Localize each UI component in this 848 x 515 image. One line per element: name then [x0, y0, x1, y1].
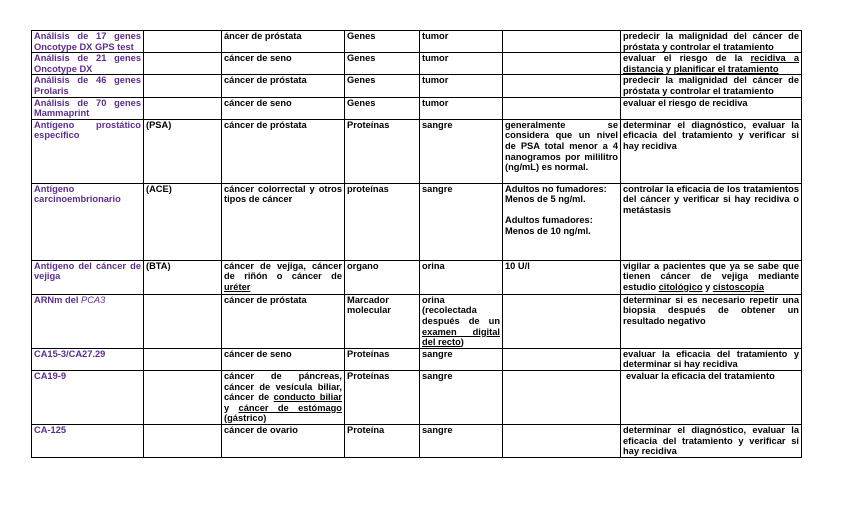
cancer-type: áncer de próstata: [222, 31, 345, 53]
sample-type: sangre: [420, 424, 503, 457]
clinical-use: vigilar a pacientes que ya se sabe que tienen cáncer de vejiga mediante estudio citológico y cistoscopia: [621, 260, 802, 294]
table-row: [32, 183, 802, 260]
clinical-use: evaluar el riesgo de recidiva: [621, 97, 802, 119]
normal-value: [503, 75, 621, 97]
normal-value: [503, 424, 621, 457]
cancer-type: cáncer de vejiga, cáncer de riñón o cáncer de uréter: [222, 260, 345, 294]
link-cistoscopia[interactable]: cistoscopia: [712, 281, 765, 292]
marker-name: CA15-3/CA27.29: [32, 348, 144, 370]
normal-value: generalmente se considera que un nivel de PSA total menor a 4 nanogramos por mililitro (ng/mL) es normal.: [503, 119, 621, 183]
marker-name: Análisis de 46 genes Prolaris: [32, 75, 144, 97]
marker-type: organo: [345, 260, 420, 294]
sample-type: tumor: [420, 53, 503, 75]
marker-abbr: (ACE): [144, 183, 222, 260]
clinical-use: predecir la malignidad del cáncer de próstata y controlar el tratamiento: [621, 75, 802, 97]
table-row: [32, 348, 802, 370]
table-row: [32, 53, 802, 75]
marker-name: Antígeno carcinoembrionario: [32, 183, 144, 260]
marker-abbr: [144, 53, 222, 75]
marker-abbr: (PSA): [144, 119, 222, 183]
marker-type: Genes: [345, 31, 420, 53]
sample-type: tumor: [420, 31, 503, 53]
normal-value: [503, 53, 621, 75]
table-row: [32, 75, 802, 97]
table-row: [32, 294, 802, 348]
marker-name: CA19-9: [32, 370, 144, 424]
table-row: [32, 97, 802, 119]
table-row: [32, 31, 802, 53]
sample-type: tumor: [420, 97, 503, 119]
table-row: [32, 370, 802, 424]
clinical-use: determinar el diagnóstico, evaluar la eficacia del tratamiento y verificar si hay recidiva: [621, 119, 802, 183]
sample-type: tumor: [420, 75, 503, 97]
marker-abbr: [144, 31, 222, 53]
marker-type: Marcador molecular: [345, 294, 420, 348]
marker-name: CA-125: [32, 424, 144, 457]
marker-type: Proteína: [345, 424, 420, 457]
cancer-type: cáncer de seno: [222, 348, 345, 370]
clinical-use: predecir la malignidad del cáncer de próstata y controlar el tratamiento: [621, 31, 802, 53]
marker-abbr: [144, 97, 222, 119]
normal-value: [503, 31, 621, 53]
table-row: [32, 260, 802, 294]
clinical-use: evaluar la eficacia del tratamiento: [621, 370, 802, 424]
sample-type: orina: [420, 260, 503, 294]
link-citologico[interactable]: citológico: [658, 281, 703, 292]
link-planificar-tratamiento[interactable]: planificar el tratamiento: [673, 63, 779, 74]
cancer-type: cáncer de páncreas, cáncer de vesícula biliar, cáncer de conducto biliar y cáncer de estómago (gástrico): [222, 370, 345, 424]
clinical-use: evaluar la eficacia del tratamiento y determinar si hay recidiva: [621, 348, 802, 370]
cancer-type: cáncer colorrectal y otros tipos de cáncer: [222, 183, 345, 260]
table-row: [32, 119, 802, 183]
link-recidiva-distancia[interactable]: recidiva a distancia: [623, 53, 800, 74]
clinical-use: evaluar el riesgo de la recidiva a distancia y planificar el tratamiento: [621, 53, 802, 75]
normal-value: 10 U/l: [503, 260, 621, 294]
marker-name: Antígeno del cáncer de vejiga: [32, 260, 144, 294]
cancer-type: cáncer de próstata: [222, 294, 345, 348]
marker-type: Proteínas: [345, 370, 420, 424]
sample-type: sangre: [420, 183, 503, 260]
clinical-use: controlar la eficacia de los tratamientos del cáncer y verificar si hay recidiva o metástasis: [621, 183, 802, 260]
marker-name: ARNm del PCA3: [32, 294, 144, 348]
marker-abbr: [144, 348, 222, 370]
normal-value: [503, 97, 621, 119]
marker-abbr: (BTA): [144, 260, 222, 294]
sample-type: sangre: [420, 119, 503, 183]
marker-name: Análisis de 70 genes Mammaprint: [32, 97, 144, 119]
link-cancer-estomago[interactable]: cáncer de estómago: [238, 402, 342, 413]
clinical-use: determinar el diagnóstico, evaluar la eficacia del tratamiento y verificar si hay recidiva: [621, 424, 802, 457]
cancer-type: cáncer de próstata: [222, 75, 345, 97]
normal-value: [503, 294, 621, 348]
sample-type: sangre: [420, 348, 503, 370]
marker-name: Análisis de 21 genes Oncotype DX: [32, 53, 144, 75]
link-conducto-biliar[interactable]: conducto biliar: [273, 392, 342, 403]
link-ureter[interactable]: uréter: [224, 281, 251, 292]
marker-type: Proteínas: [345, 348, 420, 370]
clinical-use: determinar si es necesario repetir una biopsia después de obtener un resultado negativo: [621, 294, 802, 348]
marker-type: Genes: [345, 53, 420, 75]
marker-type: Genes: [345, 75, 420, 97]
table-row: [32, 424, 802, 457]
cancer-type: cáncer de seno: [222, 97, 345, 119]
tumor-markers-table: [31, 30, 802, 458]
marker-name: Análisis de 17 genes Oncotype DX GPS test: [32, 31, 144, 53]
link-examen-digital-recto[interactable]: examen digital del recto: [422, 326, 500, 348]
cancer-type: cáncer de próstata: [222, 119, 345, 183]
normal-value: [503, 348, 621, 370]
marker-type: Genes: [345, 97, 420, 119]
marker-name: Antígeno prostático específico: [32, 119, 144, 183]
normal-value: [503, 370, 621, 424]
marker-abbr: [144, 75, 222, 97]
marker-type: proteínas: [345, 183, 420, 260]
sample-type: sangre: [420, 370, 503, 424]
marker-type: Proteínas: [345, 119, 420, 183]
marker-abbr: [144, 294, 222, 348]
sample-type: orina (recolectada después de un examen digital del recto): [420, 294, 503, 348]
normal-value: Adultos no fumadores: Menos de 5 ng/ml. Adultos fumadores: Menos de 10 ng/ml.: [503, 183, 621, 260]
cancer-type: cáncer de seno: [222, 53, 345, 75]
marker-abbr: [144, 424, 222, 457]
marker-abbr: [144, 370, 222, 424]
cancer-type: cáncer de ovario: [222, 424, 345, 457]
